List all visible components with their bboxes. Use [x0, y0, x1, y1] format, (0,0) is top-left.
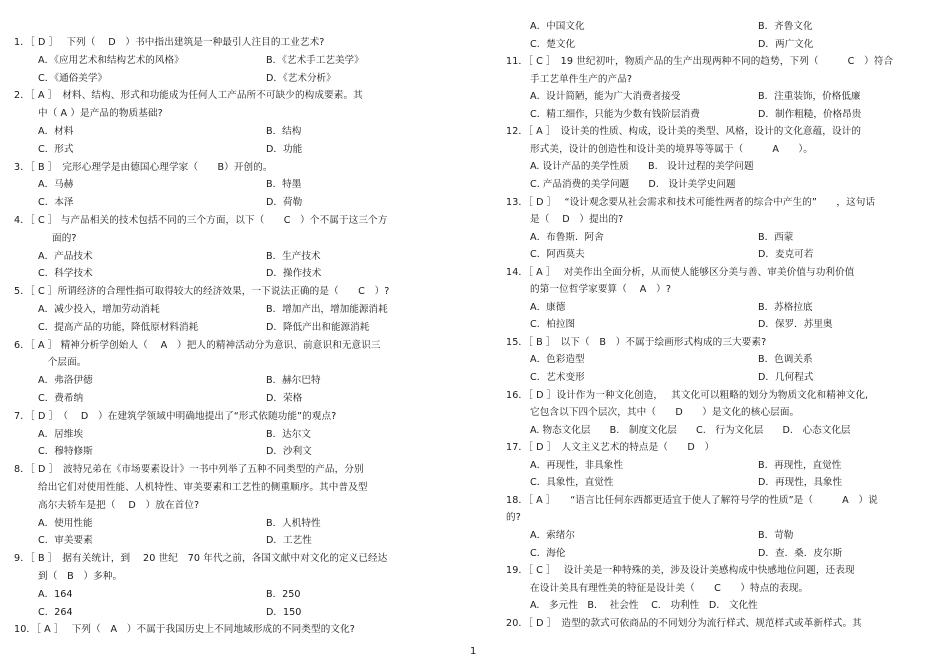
option-right: D．功能 [266, 143, 303, 155]
option-left: C．提高产品的功能，降低原材料消耗 [38, 321, 199, 333]
option-row [506, 422, 936, 440]
option-right: D．制作粗糙，价格昂贵 [758, 108, 862, 120]
option-right: D．几何程式 [758, 372, 814, 383]
question-stem: 11．［ C ］ 19 世纪初叶，物质产品的生产出现两种不同的趋势，下列（ C ）符合 [506, 56, 894, 68]
option-left: C. 产品消费的美学问题 D. 设计美学史问题 [530, 178, 736, 190]
question-stem: 14．［ A ］ 对美作出全面分析，从而使人能够区分美与善、审美价值与功利价值 [506, 266, 855, 278]
option-right: B．结构 [266, 126, 302, 137]
option-right: B．西蒙 [758, 231, 794, 243]
option-left: A．164 [38, 588, 73, 600]
option-left: A．中国文化 [530, 21, 585, 32]
option-right: D．《艺术分析》 [266, 72, 336, 84]
option-row [506, 597, 936, 615]
question-continuation: 手工艺单件生产的产品? [530, 73, 633, 85]
option-right: D．两广文化 [758, 38, 814, 50]
option-left: C．《通俗美学》 [38, 72, 108, 84]
option-row [506, 316, 936, 334]
question-stem: 15．［ B ］ 以下（ B ）不属于绘画形式构成的三大要素? [506, 336, 767, 348]
question-continuation: 在设计美具有理性美的特征是设计美（ C ）特点的表现。 [530, 582, 809, 594]
option-row [14, 248, 454, 266]
question-stem: 7．［ D ］ （ D ）在建筑学领域中明确地提出了“形式依随功能”的观点? [14, 410, 337, 422]
option-left: C．科学技术 [38, 268, 93, 280]
question-continuation: 到（ B ）多种。 [38, 571, 123, 582]
question-stem: 18．［ A ］ “语言比任何东西都更适宜于使人了解符号学的性质”是（ A ）说 [506, 494, 878, 506]
option-right: B．《艺术手工艺美学》 [266, 54, 364, 66]
option-right: B．苏格拉底 [758, 301, 813, 313]
question-stem: 3．［ B ］ 完形心理学是由德国心理学家（ B）开创的。 [14, 161, 273, 173]
question-continuation: 形式美，设计的创造性和设计美的境界等等属于（ A ）。 [530, 143, 813, 155]
option-row [14, 301, 454, 319]
option-right: B．赫尔巴特 [266, 375, 321, 387]
option-left: A．色彩造型 [530, 354, 585, 366]
option-right: B．生产技术 [266, 250, 321, 262]
question-continuation: 给出它们对使用性能、人机特性、审美要素和工艺性的侧重顺序。其中普及型 [38, 482, 368, 493]
option-left: A. 物态文化层 B. 制度文化层 C. 行为文化层 D. 心态文化层 [530, 424, 851, 436]
option-right: B．苛勒 [758, 529, 794, 541]
question-stem: 19．［ C ］ 设计美是一种特殊的美，涉及设计美感构成中快感地位问题，还表现 [506, 565, 855, 577]
option-row [506, 246, 936, 264]
option-left: A．材料 [38, 126, 74, 137]
option-right: D．降低产出和能源消耗 [266, 321, 370, 333]
question-stem: 2．［ A ］ 材料、结构、形式和功能成为任何人工产品所不可缺少的构成要素。其 [14, 90, 363, 102]
option-left: C．柏拉图 [530, 319, 576, 331]
option-left: C．楚文化 [530, 38, 576, 50]
option-right: B．特墨 [266, 179, 302, 191]
option-left: A．产品技术 [38, 250, 93, 262]
option-right: B．注重装饰，价格低廉 [758, 91, 861, 103]
option-row [506, 106, 936, 124]
question-continuation: 高尔夫轿车是把（ D ）放在首位? [38, 499, 200, 511]
option-right: B．增加产出，增加能源消耗 [266, 304, 388, 315]
option-row [506, 474, 936, 492]
option-row [506, 158, 936, 176]
option-left: A．索绪尔 [530, 529, 575, 541]
option-right: D．查．桑．皮尔斯 [758, 547, 843, 559]
option-right: D．保罗．苏里奥 [758, 319, 833, 331]
question-continuation: 个层面。 [38, 357, 87, 369]
option-right: D．荷勒 [266, 197, 303, 209]
option-right: D．再现性，具象性 [758, 477, 843, 489]
question-continuation: 面的? [52, 232, 77, 244]
option-right: D．沙利文 [266, 446, 312, 458]
option-left: A．使用性能 [38, 517, 93, 529]
option-left: A. 设计产品的美学性质 B. 设计过程的美学问题 [530, 161, 754, 173]
question-continuation: 它包含以下四个层次，其中（ D ）是文化的核心层面。 [530, 407, 800, 419]
option-left: C．本泽 [38, 197, 74, 209]
option-row [506, 299, 936, 317]
option-left: C．穆特修斯 [38, 446, 93, 458]
option-left: A．设计简陋，能为广大消费者接受 [530, 91, 681, 103]
option-right: D．麦克可若 [758, 249, 814, 261]
option-row [14, 604, 454, 622]
option-row [506, 88, 936, 106]
question-stem: 1．［ D ］ 下列（ D ）书中指出建筑是一种最引人注目的工业艺术? [14, 37, 325, 48]
option-row [14, 586, 454, 604]
option-row [14, 426, 454, 444]
option-left: A．康德 [530, 301, 566, 313]
question-stem: 4．［ C ］ 与产品相关的技术包括不同的三个方面，以下（ C ）个不属于这三个方 [14, 215, 388, 226]
option-row [506, 369, 936, 387]
question-stem: 8．［ D ］ 波特兄弟在《市场要素设计》一书中列举了五种不同类型的产品，分别 [14, 464, 364, 476]
option-row [14, 372, 454, 390]
question-stem: 16．［ D ］设计作为一种文化创造， 其文化可以粗略的划分为物质文化和精神文化, [506, 389, 869, 401]
option-right: B．色调关系 [758, 354, 813, 366]
option-row [14, 515, 454, 533]
option-left: C．费希纳 [38, 393, 84, 404]
question-continuation: 是（ D ）提出的? [530, 214, 624, 226]
option-left: C．264 [38, 606, 73, 618]
option-row [14, 443, 454, 461]
option-left: A．弗洛伊德 [38, 375, 93, 387]
option-row [14, 194, 454, 212]
option-left: C．具象性，直觉性 [530, 477, 614, 489]
option-row [506, 176, 936, 194]
question-stem: 5．［ C ］所谓经济的合理性指可取得较大的经济效果，一下说法正确的是（ C ）? [14, 286, 390, 298]
option-row [506, 351, 936, 369]
option-row [14, 265, 454, 283]
option-left: C．形式 [38, 143, 74, 155]
option-right: D．操作技术 [266, 268, 322, 280]
option-left: A．布鲁斯．阿舍 [530, 231, 604, 243]
question-continuation: 的第一位哲学家要算（ A ）? [530, 284, 672, 296]
page-number: 1 [470, 646, 477, 657]
option-right: D．荣格 [266, 393, 303, 404]
option-right: B．人机特性 [266, 517, 321, 529]
option-row [506, 457, 936, 475]
option-left: C．审美要素 [38, 535, 93, 547]
option-left: C．精工细作，只能为少数有钱阶层消费 [530, 108, 700, 120]
question-continuation: 中（ A ）是产品的物质基础? [38, 108, 163, 120]
option-row [506, 229, 936, 247]
question-stem: 9．［ B ］ 据有关统计，到 20 世纪 70 年代之前，各国文献中对文化的定义已经达 [14, 553, 388, 565]
question-continuation: 的? [506, 512, 521, 524]
option-row [14, 141, 454, 159]
option-row [506, 545, 936, 563]
question-stem: 13．［ D ］ “设计观念要从社会需求和技术可能性两者的综合中产生的” ，这句话 [506, 196, 876, 208]
option-right: B．达尔文 [266, 428, 311, 440]
option-left: C．海伦 [530, 547, 566, 559]
option-left: A．《应用艺术和结构艺术的风格》 [38, 54, 184, 66]
question-stem: 17．［ D ］ 人文主义艺术的特点是（ D ） [506, 442, 715, 454]
option-left: A．再现性，非具象性 [530, 459, 623, 471]
question-stem: 12．［ A ］ 设计美的性质、构成，设计美的类型、风格，设计的文化意蕴，设计的 [506, 126, 862, 138]
option-left: A．马赫 [38, 179, 74, 191]
option-row [506, 36, 936, 54]
option-left: C．艺术变形 [530, 372, 585, 383]
option-right: D．工艺性 [266, 535, 312, 547]
option-right: B．齐鲁文化 [758, 21, 813, 32]
question-stem: 10．［ A ］ 下列（ A ）不属于我国历史上不同地域形成的不同类型的文化? [14, 624, 355, 636]
option-row [14, 176, 454, 194]
option-right: B．250 [266, 588, 301, 600]
option-left: A．居维埃 [38, 428, 83, 440]
option-left: C．阿西莫夫 [530, 249, 585, 261]
option-row [14, 532, 454, 550]
option-left: A. 多元性 B. 社会性 C. 功利性 D. 文化性 [530, 600, 758, 612]
option-row [14, 70, 454, 88]
option-right: B．再现性，直觉性 [758, 459, 842, 471]
option-row [506, 527, 936, 545]
option-row [506, 18, 936, 36]
option-row [14, 390, 454, 408]
option-right: D．150 [266, 606, 302, 618]
option-left: A．减少投入，增加劳动消耗 [38, 304, 160, 315]
option-row [14, 319, 454, 337]
question-stem: 6．［ A ］ 精神分析学创始人（ A ）把人的精神活动分为意识、前意识和无意识三 [14, 339, 381, 351]
option-row [14, 123, 454, 141]
option-row [14, 52, 454, 70]
question-stem: 20．［ D ］ 造型的款式可依商品的不同划分为流行样式、规范样式或革新样式。其 [506, 617, 862, 629]
